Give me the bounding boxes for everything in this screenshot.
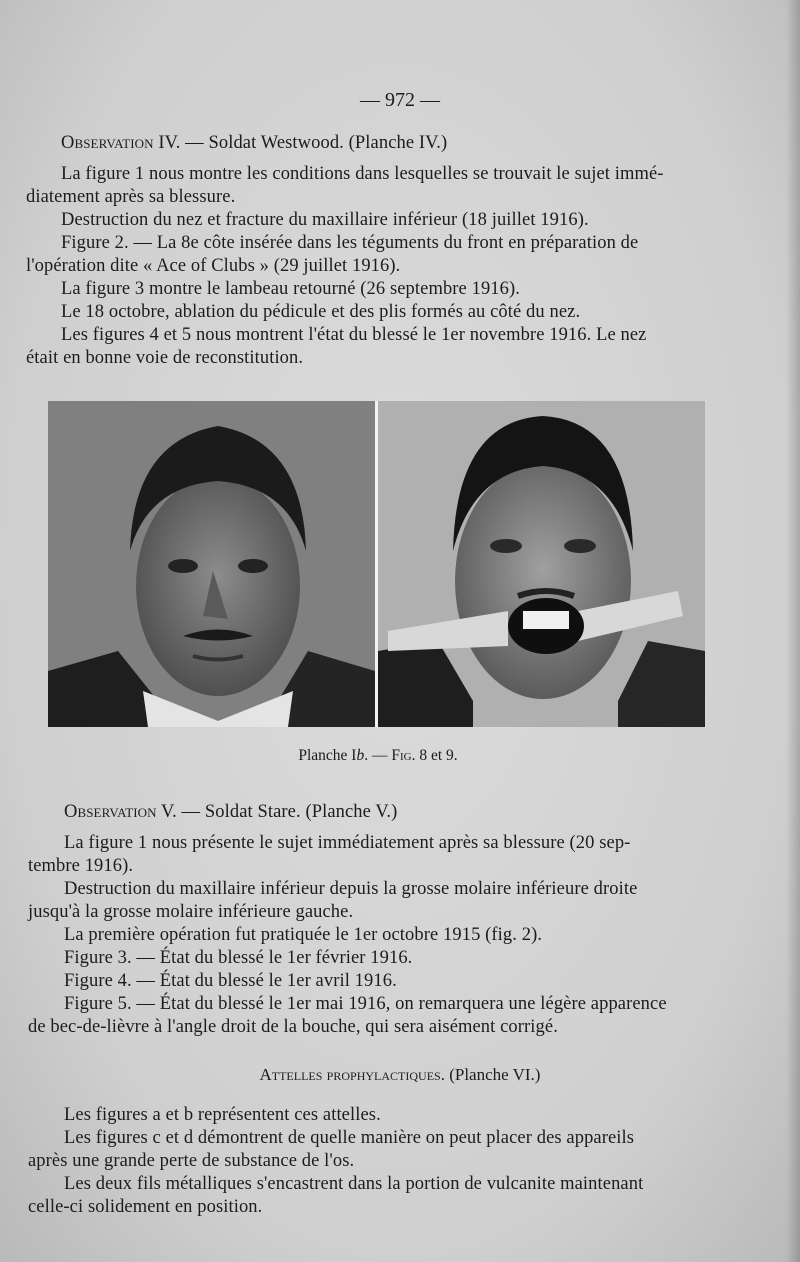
obs5-heading-prefix: Observation: [64, 802, 157, 822]
obs5-line: La figure 1 nous présente le sujet immédiatement après sa blessure (20 sep-: [64, 833, 631, 853]
attelles-line: Les deux fils métalliques s'encastrent dans la portion de vulcanite maintenant: [64, 1174, 644, 1194]
caption-fig-rest: . 8 et 9.: [411, 747, 458, 764]
attelles-line: Les figures c et d démontrent de quelle manière on peut placer des appareils: [64, 1128, 635, 1148]
caption-planche: Planche I: [298, 747, 357, 764]
caption-planche-letter: b: [356, 747, 365, 764]
obs5-line: Destruction du maxillaire inférieur depuis la grosse molaire inférieure droite: [64, 879, 638, 899]
obs4-line: Les figures 4 et 5 nous montrent l'état du blessé le 1er novembre 1916. Le nez: [61, 325, 647, 345]
obs5-line: jusqu'à la grosse molaire inférieure gauche.: [28, 902, 354, 922]
attelles-heading-rest: (Planche VI.): [444, 1065, 541, 1084]
obs4-line: était en bonne voie de reconstitution.: [26, 348, 304, 368]
caption-separator: . —: [364, 747, 392, 764]
obs4-line: Destruction du nez et fracture du maxillaire inférieur (18 juillet 1916).: [61, 210, 589, 230]
obs5-heading: [64, 802, 397, 823]
obs5-line: Figure 3. — État du blessé le 1er février 1916.: [64, 948, 413, 968]
obs4-line: Figure 2. — La 8e côte insérée dans les téguments du front en préparation de: [61, 233, 639, 253]
page-number: — 972 —: [360, 89, 440, 111]
obs4-heading-rest: IV. — Soldat Westwood. (Planche IV.): [153, 133, 448, 153]
obs4-line: l'opération dite « Ace of Clubs » (29 juillet 1916).: [26, 256, 401, 276]
attelles-heading: [0, 1065, 800, 1085]
obs5-line: tembre 1916).: [28, 856, 134, 876]
obs4-line: La figure 3 montre le lambeau retourné (26 septembre 1916).: [61, 279, 520, 299]
obs5-line: La première opération fut pratiquée le 1er octobre 1915 (fig. 2).: [64, 925, 543, 945]
attelles-line: Les figures a et b représentent ces attelles.: [64, 1105, 381, 1125]
obs5-line: Figure 4. — État du blessé le 1er avril 1916.: [64, 971, 397, 991]
obs4-line: La figure 1 nous montre les conditions dans lesquelles se trouvait le sujet immé-: [61, 164, 664, 184]
obs4-heading: [61, 133, 447, 154]
obs4-heading-prefix: Observation: [61, 133, 154, 153]
attelles-line: après une grande perte de substance de l'os.: [28, 1151, 355, 1171]
obs5-line: Figure 5. — État du blessé le 1er mai 1916, on remarquera une légère apparence: [64, 994, 667, 1014]
attelles-heading-sc: Attelles prophylactiques.: [259, 1065, 445, 1084]
attelles-line: celle-ci solidement en position.: [28, 1197, 263, 1217]
portrait-photo-right: [378, 401, 705, 727]
obs5-heading-rest: V. — Soldat Stare. (Planche V.): [156, 802, 398, 822]
obs4-line: Le 18 octobre, ablation du pédicule et des plis formés au côté du nez.: [61, 302, 581, 322]
plate-photographs: [48, 401, 705, 727]
obs5-line: de bec-de-lièvre à l'angle droit de la bouche, qui sera aisément corrigé.: [28, 1017, 558, 1037]
obs4-line: diatement après sa blessure.: [26, 187, 236, 207]
caption-fig: Fig: [391, 747, 412, 764]
plate-caption: [0, 747, 756, 765]
portrait-photo-left: [48, 401, 375, 727]
